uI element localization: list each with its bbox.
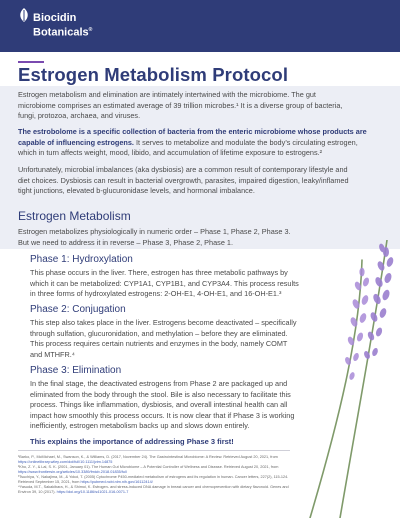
reference-4-link[interactable]: https://doi.org/10.1186/s41021-016-0071-7 (56, 490, 129, 494)
phase-2-line-4: and MTHFR.⁴ (30, 349, 75, 359)
intro-p2-rest: It serves to metabolize and modulate the body’s circulating estrogen, (133, 137, 358, 147)
reference-2-link[interactable]: https://www.frontiersin.org/articles/10.3389/fmicb.2018.01835/full (18, 470, 127, 474)
brand-line-1: Biocidin (33, 12, 77, 24)
intro-paragraph-3 (18, 165, 388, 197)
reference-3: ³Tsuchiya, Y., Nakajima, M., & Yokoi, T. (2005) Cytochrome P450-mediated metabolism of estrogens and its regulation in human. Cancer letters, 227(2), 115-124. Retrieved September 15, 2021, from https://pubmed.ncbi.nlm.nih.gov/16112414/ (18, 475, 289, 484)
references (18, 450, 290, 495)
leaf-logo-icon (18, 8, 30, 22)
closing-statement: This explains the importance of addressing Phase 3 first! (30, 437, 234, 446)
phase-3-line-5: inefficiently, estrogen metabolism backs up and slows down entirely. (30, 421, 250, 431)
phase-3-line-2: eliminated from the body through the stool. Bile is also necessary to facilitate this (30, 389, 291, 399)
intro-p2-line-3: which in turn affects weight, mood, libido, and accumulation of lifetime exposure to estrogens.² (18, 148, 323, 158)
brand-line-2: Botanicals® (33, 26, 93, 39)
title-accent-rule (18, 61, 44, 63)
phase-1-body (30, 268, 320, 300)
estrobolome-emphasis-1: The estrobolome is a specific collection of bacteria from the enteric microbiome whose products are (18, 127, 367, 136)
phase-2-line-1: This step also takes place in the liver. Estrogens become deactivated – specifically (30, 318, 297, 327)
intro-p1-line-1: Estrogen metabolism and elimination are intimately intertwined with the microbiome. The gut (18, 90, 316, 99)
brand-logo[interactable] (18, 8, 128, 42)
section-lead-line-1: Estrogen metabolizes physiologically in numeric order – Phase 1, Phase 2, Phase 3. (18, 227, 291, 236)
phase-3-line-4: impact how smoothly this process occurs. It is now clear that if Phase 3 is working (30, 410, 295, 420)
registered-mark: ® (88, 27, 93, 33)
reference-1: ¹Barko, P., McMichael, M., Swanson, K., & Williams, D. (2017, November 24). The Gastrointestinal Microbiome: A Review. Retrieved August 20, 2021, from https://onlinelibrary.wiley.com/doi/full/10.1111/jvim.14875 (18, 455, 278, 464)
phase-2-line-2: through sulfation, glucuronidation, and methylation – before they are eliminated. (30, 328, 288, 338)
page-title: Estrogen Metabolism Protocol (18, 64, 289, 85)
intro-p3-line-3: tight junctions, elevated b-glucuronidase levels, and hormonal imbalance. (18, 186, 255, 196)
intro-p1-line-3: fungi, protozoa, archaea, and viruses. (18, 111, 141, 121)
intro-p3-line-2: diet choices. Dysbiosis can result in bacterial overgrowth, parasites, impaired digestion, leaky/inflamed (18, 175, 349, 185)
phase-1-line-2: which it can be metabolized: CYP1A1, CYP1B1, and CYP3A4. This process results (30, 278, 299, 288)
reference-2: ²Kho, Z. Y., & Lal, S. K. (2001, January 01). The Human Gut Microbiome – A Potential Controller of Wellness and Disease. Retrieved August 20, 2021, from https://www.frontiersin.org/articles/10.3389/fmicb.2018.01835/full (18, 465, 279, 474)
phase-2-line-3: This process requires certain nutrients and enzymes in the body, namely COMT (30, 339, 288, 349)
reference-4: ⁴Yasuda, M.T., Sakakibara, H., & Shimoi, K. Estrogen- and stress-induced DNA damage in breast cancer and chemoprevention with dietary flavonoid. Genes and Environ 39, 10 (2017). https://doi.org/10.1186/s41021-016-0071-7 (18, 485, 289, 494)
intro-paragraph-1 (18, 90, 388, 122)
reference-3-link[interactable]: https://pubmed.ncbi.nlm.nih.gov/16112414/ (80, 480, 153, 484)
reference-1-link[interactable]: https://onlinelibrary.wiley.com/doi/full/10.1111/jvim.14875 (18, 460, 113, 464)
intro-p3-line-1: Unfortunately, microbial imbalances (aka dysbiosis) are a common result of contemporary lifestyle and (18, 165, 348, 174)
header-banner (0, 0, 400, 52)
estrobolome-emphasis-2: capable of influencing estrogens. (18, 137, 134, 147)
phase-3-heading: Phase 3: Elimination (30, 365, 122, 376)
section-heading: Estrogen Metabolism (18, 209, 131, 223)
lavender-illustration (282, 240, 400, 518)
phase-3-line-3: process. Things like inflammation, dysbiosis, and overall intestinal health can all (30, 400, 288, 410)
intro-paragraph-2 (18, 127, 388, 159)
phase-1-heading: Phase 1: Hydroxylation (30, 254, 133, 265)
phase-1-line-1: This phase occurs in the liver. There, estrogen has three metabolic pathways by (30, 268, 288, 277)
phase-3-body (30, 379, 320, 432)
phase-2-heading: Phase 2: Conjugation (30, 304, 126, 315)
phase-1-line-3: in three forms of hydroxylated estrogens: 2-OH-E1, 4-OH-E1, and 16-OH-E1.³ (30, 289, 282, 299)
phase-3-line-1: In the final stage, the deactivated estrogens from Phase 2 are packaged up and (30, 379, 288, 388)
section-lead (18, 227, 318, 248)
brand-name (33, 12, 92, 39)
intro-p1-line-2: microbiome comprises an estimated average of 39 trillion microbes.¹ It is a diverse group of bacteria, (18, 100, 343, 110)
section-lead-line-2: But we need to address it in reverse – Phase 3, Phase 2, Phase 1. (18, 237, 233, 247)
phase-2-body (30, 318, 320, 360)
